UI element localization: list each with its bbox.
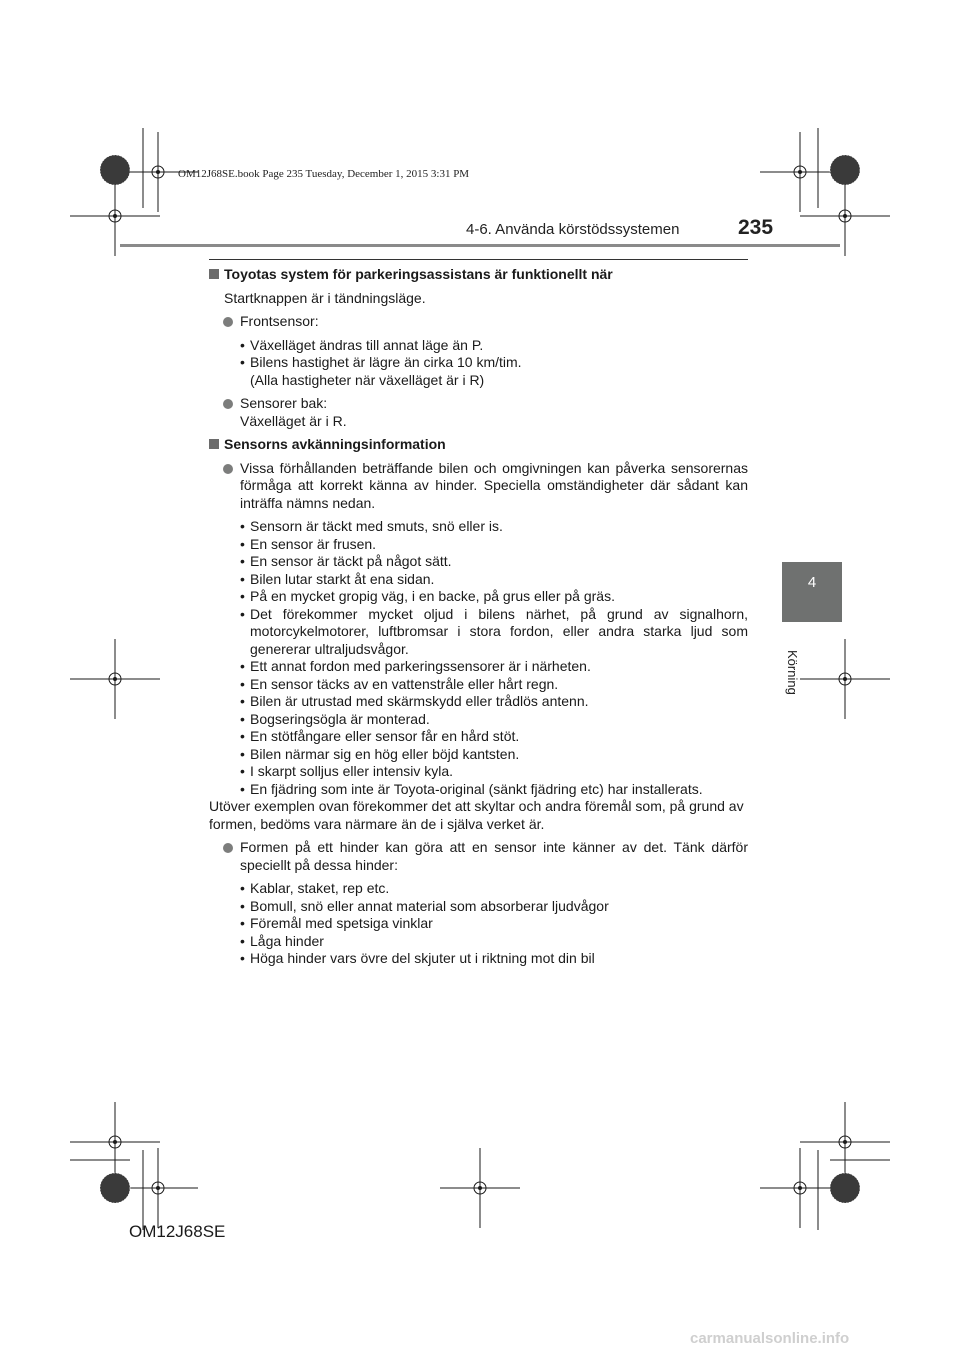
page-content (209, 266, 748, 974)
chapter-tab (782, 562, 842, 622)
list-item: • En sensor är täckt på något sätt. (209, 553, 748, 571)
list-item: • En sensor täcks av en vattenstråle eller hårt regn. (209, 676, 748, 694)
document-code: OM12J68SE (129, 1222, 226, 1241)
list-item: • Låga hinder (209, 933, 748, 951)
list-item: • Höga hinder vars övre del skjuter ut i riktning mot din bil (209, 950, 748, 968)
paragraph: Startknappen är i tändningsläge. (224, 289, 426, 306)
list-item: • Sensorn är täckt med smuts, snö eller is. (209, 518, 748, 536)
list-item-continuation: (Alla hastigheter när växelläget är i R) (250, 371, 485, 388)
heading-text: Sensorns avkänningsinformation (224, 436, 446, 452)
bullet-text: Frontsensor: (240, 313, 319, 329)
list-item: • Det förekommer mycket oljud i bilens närhet, på grund av signalhorn, motorcykelmotorer, luftbromsar i stora fordon, eller andra starka ljud som genererar ultraljudsvågor. (209, 606, 748, 659)
heading-functional (209, 266, 748, 284)
list-item: • En sensor är frusen. (209, 536, 748, 554)
paragraph: Utöver exemplen ovan förekommer det att skyltar och andra föremål som, på grund av formen, bedöms vara närmare än de i själva verket är. (209, 798, 744, 832)
content-top-rule (209, 259, 748, 260)
bullet-front-sensor (209, 313, 748, 331)
circle-bullet-icon (223, 399, 233, 409)
list-item: • På en mycket gropig väg, i en backe, på grus eller på gräs. (209, 588, 748, 606)
conditions-list (209, 518, 748, 798)
list-item: • Bogseringsögla är monterad. (209, 711, 748, 729)
chapter-number: 4 (807, 574, 817, 591)
front-sensor-list (209, 337, 748, 372)
bullet-text: Formen på ett hinder kan göra att en sensor inte känner av det. Tänk därför speciellt på dessa hinder: (240, 839, 748, 873)
watermark: carmanualsonline.info (690, 1330, 850, 1347)
list-item: • En fjädring som inte är Toyota-original (sänkt fjädring etc) har installerats. (209, 781, 748, 799)
circle-bullet-icon (223, 464, 233, 474)
circle-bullet-icon (223, 317, 233, 327)
page-number: 235 (738, 216, 774, 239)
list-item: • Föremål med spetsiga vinklar (209, 915, 748, 933)
list-item: • Bilens hastighet är lägre än cirka 10 km/tim. (209, 354, 748, 372)
list-item: • I skarpt solljus eller intensiv kyla. (209, 763, 748, 781)
section-title: 4-6. Använda körstödssystemen (466, 221, 680, 238)
bullet-conditions (209, 460, 748, 513)
book-info-header: OM12J68SE.book Page 235 Tuesday, December 1, 2015 3:31 PM (178, 168, 470, 180)
obstacles-list (209, 880, 748, 968)
square-bullet-icon (209, 269, 219, 279)
circle-bullet-icon (223, 843, 233, 853)
list-item: • Kablar, staket, rep etc. (209, 880, 748, 898)
chapter-label: Körning (785, 650, 800, 695)
list-item: • Bilen lutar starkt åt ena sidan. (209, 571, 748, 589)
list-item: • En stötfångare eller sensor får en hård stöt. (209, 728, 748, 746)
square-bullet-icon (209, 439, 219, 449)
bullet-rear-sensors (209, 395, 748, 430)
bullet-text: Vissa förhållanden beträffande bilen och omgivningen kan påverka sensorernas förmåga att korrekt känna av hinder. Speciella omständigheter där sådant kan inträffa nämns nedan. (240, 459, 748, 511)
header-rule (120, 244, 840, 247)
list-item: • Bilen närmar sig en hög eller böjd kantsten. (209, 746, 748, 764)
list-item: • Ett annat fordon med parkeringssensorer är i närheten. (209, 658, 748, 676)
list-item: • Växelläget ändras till annat läge än P. (209, 337, 748, 355)
list-item: • Bilen är utrustad med skärmskydd eller trådlös antenn. (209, 693, 748, 711)
heading-detection-info (209, 436, 748, 454)
list-item: • Bomull, snö eller annat material som absorberar ljudvågor (209, 898, 748, 916)
bullet-text: Sensorer bak: (240, 395, 328, 411)
bullet-obstacle-shape (209, 839, 748, 874)
bullet-text: Växelläget är i R. (240, 412, 347, 429)
heading-text: Toyotas system för parkeringsassistans är funktionellt när (224, 266, 613, 282)
